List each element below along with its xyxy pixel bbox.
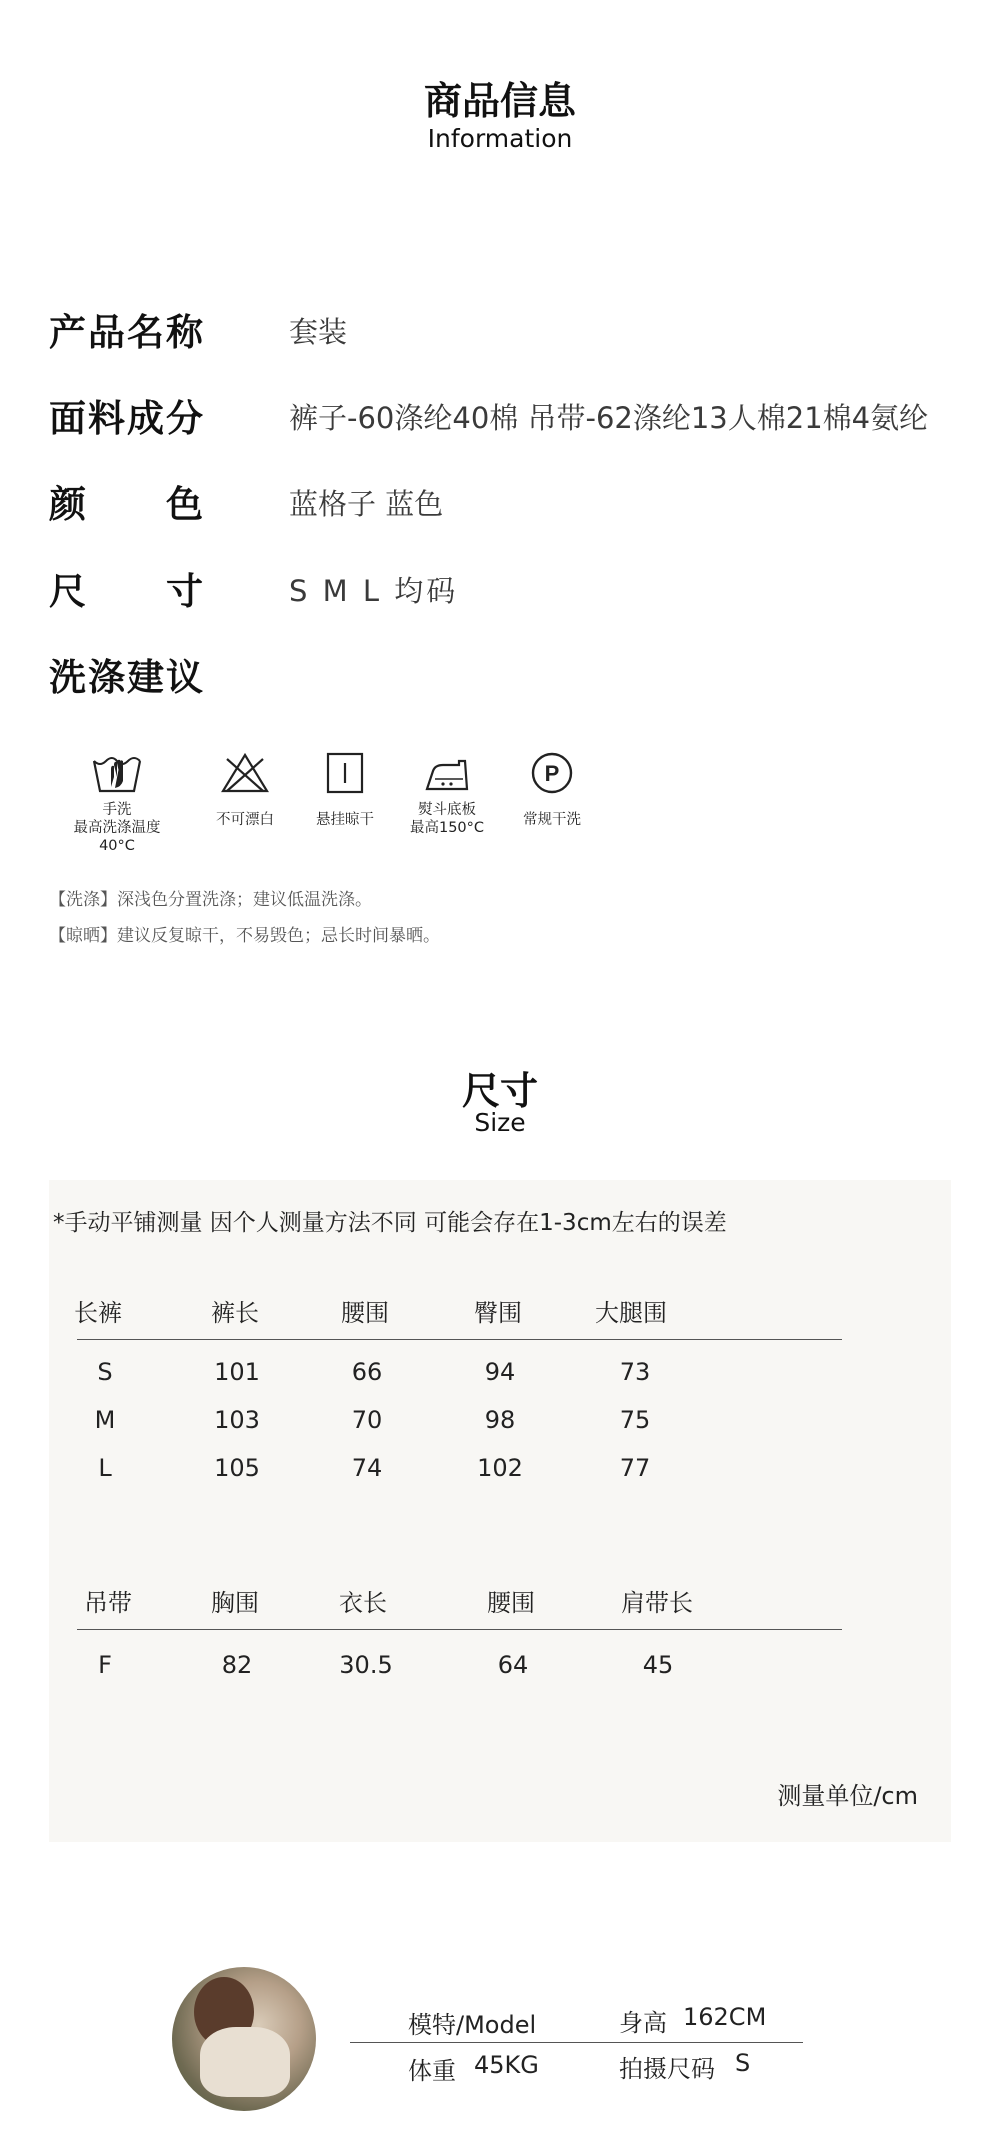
- top-header-4: 肩带长: [621, 1589, 693, 1617]
- care-text-line-dry: 悬挂晾干: [316, 812, 374, 828]
- top-row-f-strap: 45: [642, 1651, 674, 1679]
- pants-row-m-thigh: 75: [619, 1406, 651, 1434]
- top-header-3: 腰围: [487, 1589, 535, 1617]
- care-item-dry-clean: [492, 751, 612, 829]
- pants-header-4: 大腿围: [595, 1299, 667, 1327]
- care-text-hand-wash-1: 手洗: [102, 802, 132, 818]
- care-text-iron-2: 最高150°C: [409, 820, 485, 836]
- pants-row-l-hip: 102: [477, 1454, 523, 1482]
- no-bleach-icon: [219, 751, 271, 795]
- size-title: 尺寸: [461, 1069, 538, 1113]
- pants-row-m-waist: 70: [351, 1406, 383, 1434]
- svg-text:P: P: [544, 761, 560, 786]
- model-height-value: 162CM: [683, 2003, 767, 2031]
- top-header-divider: [77, 1629, 842, 1630]
- care-item-hand-wash: [57, 751, 177, 855]
- top-header-2: 衣长: [339, 1589, 387, 1617]
- pants-row-m-size: M: [94, 1406, 116, 1434]
- spec-label-fabric: 面料成分: [49, 397, 205, 440]
- pants-header-1: 裤长: [211, 1299, 259, 1327]
- pants-header-divider: [77, 1339, 842, 1340]
- pants-header-3: 臀围: [474, 1299, 522, 1327]
- spec-value-fabric: 裤子-60涤纶40棉 吊带-62涤纶13人棉21棉4氨纶: [289, 401, 929, 435]
- top-header-0: 吊带: [84, 1589, 132, 1617]
- avatar-body-shape: [200, 2027, 290, 2097]
- size-table-panel: [49, 1180, 951, 1842]
- model-weight-value: 45KG: [474, 2051, 539, 2079]
- pants-row-m-length: 103: [214, 1406, 260, 1434]
- pants-row-l-size: L: [98, 1454, 112, 1482]
- model-size-value: S: [735, 2049, 751, 2077]
- care-text-hand-wash-2: 最高洗涤温度40°C: [73, 820, 161, 854]
- model-weight-label: 体重: [408, 2057, 456, 2085]
- size-unit: 测量单位/cm: [777, 1782, 918, 1810]
- care-label: 洗涤建议: [49, 656, 205, 699]
- top-header-1: 胸围: [211, 1589, 259, 1617]
- info-subtitle: Information: [427, 124, 573, 153]
- pants-row-l-length: 105: [214, 1454, 260, 1482]
- pants-row-l-waist: 74: [351, 1454, 383, 1482]
- model-size-label: 拍摄尺码: [619, 2055, 715, 2083]
- spec-value-name: 套装: [289, 315, 348, 349]
- iron-icon: [421, 751, 473, 795]
- top-row-f-size: F: [98, 1651, 112, 1679]
- pants-header-0: 长裤: [74, 1299, 122, 1327]
- care-note-wash: 【洗涤】深浅色分置洗涤；建议低温洗涤。: [49, 890, 372, 910]
- top-row-f-waist: 64: [497, 1651, 529, 1679]
- care-text-no-bleach: 不可漂白: [216, 812, 274, 828]
- spec-value-color: 蓝格子 蓝色: [289, 487, 444, 521]
- care-note-dry: 【晾晒】建议反复晾干，不易毁色；忌长时间暴晒。: [49, 926, 440, 946]
- pants-row-s-thigh: 73: [619, 1358, 651, 1386]
- size-note: *手动平铺测量 因个人测量方法不同 可能会存在1-3cm左右的误差: [53, 1210, 727, 1236]
- pants-row-s-size: S: [97, 1358, 113, 1386]
- size-subtitle: Size: [474, 1108, 526, 1137]
- spec-value-size: S M L 均码: [289, 574, 459, 608]
- top-row-f-length: 30.5: [339, 1651, 393, 1679]
- model-name-label: 模特/Model: [408, 2011, 537, 2039]
- pants-header-2: 腰围: [341, 1299, 389, 1327]
- line-dry-icon: [319, 751, 371, 795]
- info-title: 商品信息: [423, 79, 576, 123]
- care-item-iron: [387, 751, 507, 837]
- hand-wash-icon: [91, 751, 143, 795]
- pants-row-s-waist: 66: [351, 1358, 383, 1386]
- spec-label-size: 尺 寸: [49, 570, 205, 613]
- model-height-label: 身高: [619, 2009, 667, 2037]
- spec-label-color: 颜 色: [49, 483, 205, 526]
- pants-row-s-hip: 94: [484, 1358, 516, 1386]
- care-text-dry-clean: 常规干洗: [523, 812, 581, 828]
- dry-clean-icon: [526, 751, 578, 795]
- top-row-f-bust: 82: [221, 1651, 253, 1679]
- spec-label-name: 产品名称: [49, 311, 205, 354]
- pants-row-l-thigh: 77: [619, 1454, 651, 1482]
- care-text-iron-1: 熨斗底板: [418, 802, 476, 818]
- pants-row-m-hip: 98: [484, 1406, 516, 1434]
- model-avatar: [172, 1967, 316, 2111]
- model-info-divider: [350, 2042, 803, 2043]
- pants-row-s-length: 101: [214, 1358, 260, 1386]
